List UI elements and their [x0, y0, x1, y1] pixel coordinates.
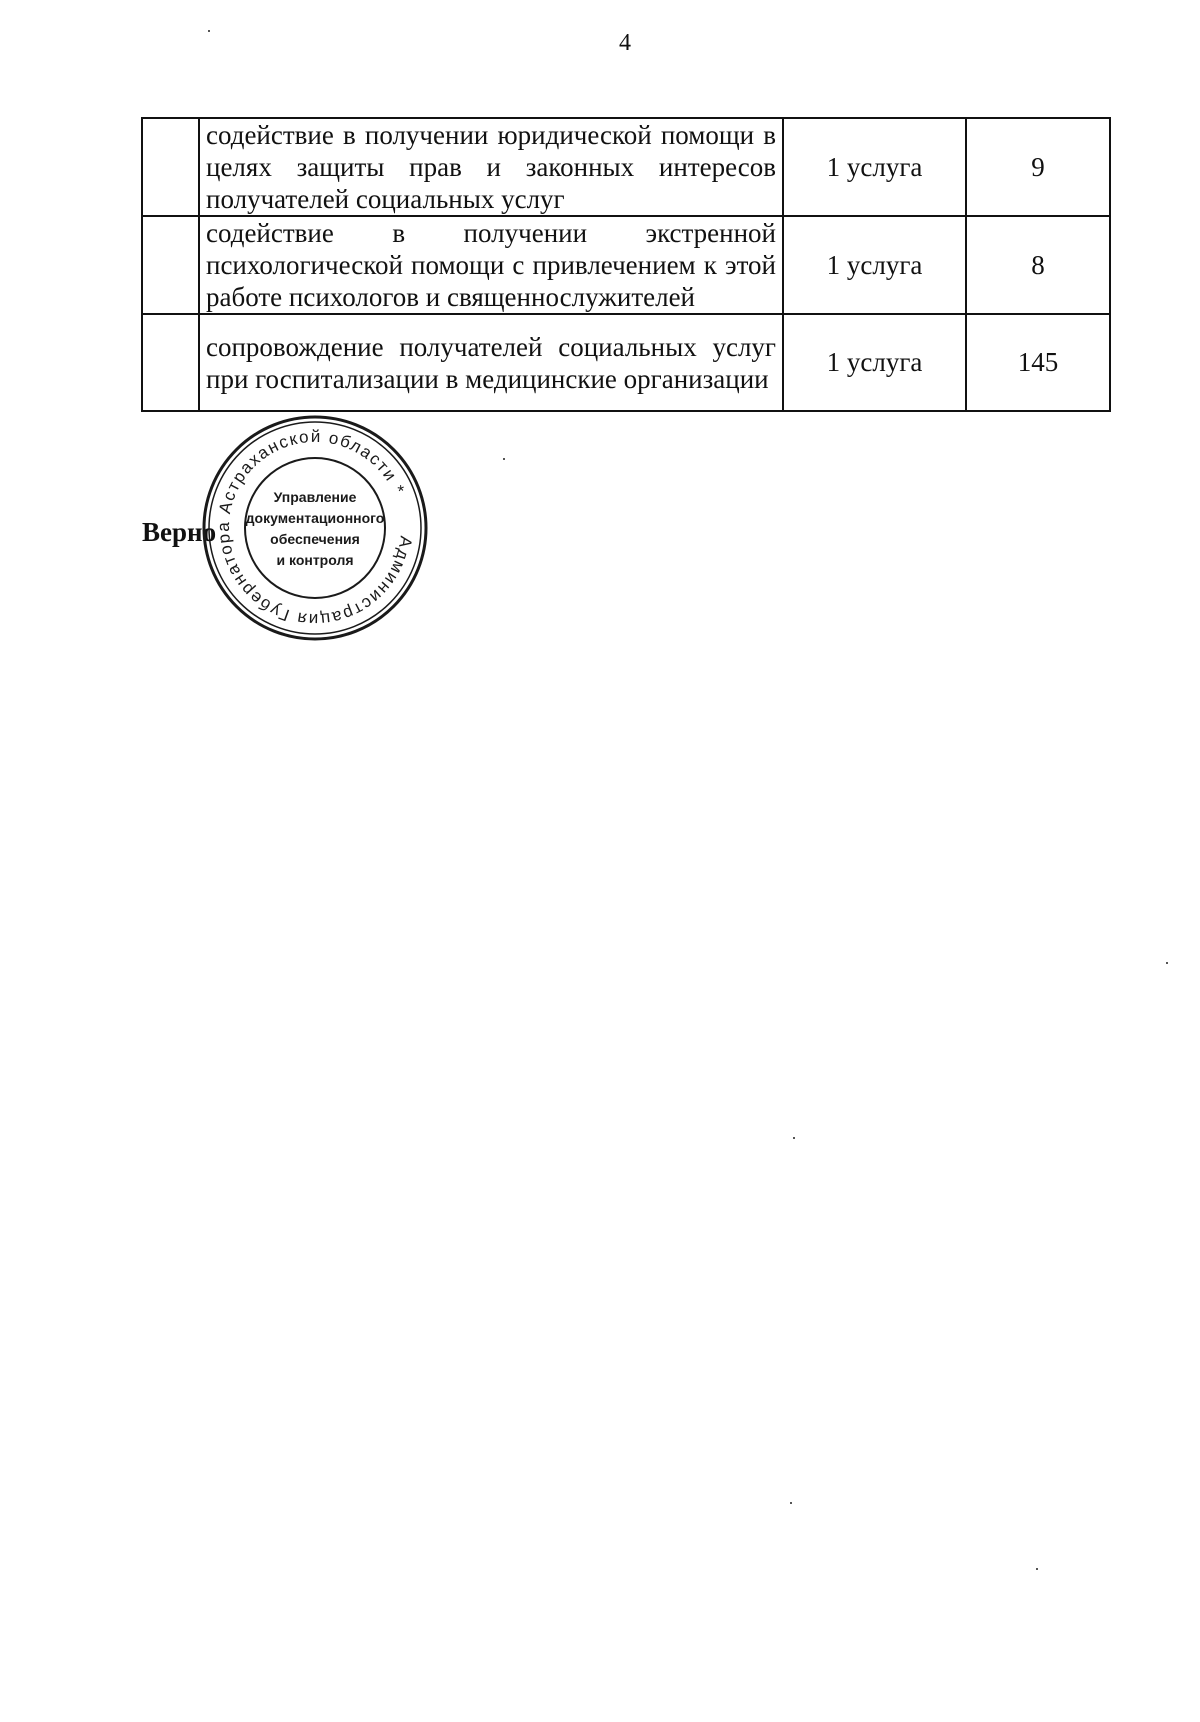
value-cell: 9 [966, 118, 1110, 216]
table-row [142, 314, 1110, 411]
service-description-cell: содействие в получении экстренной психологической помощи с привлечением к этой работе психологов и священнослужителей [199, 216, 783, 314]
scan-speck [1166, 962, 1168, 964]
seal-inner-line: и контроля [276, 552, 354, 568]
seal-inner-line: документационного [245, 510, 385, 526]
unit-cell: 1 услуга [783, 314, 966, 411]
service-description-cell: сопровождение получателей социальных услуг при госпитализации в медицинские организации [199, 314, 783, 411]
table-row [142, 216, 1110, 314]
page-number: 4 [619, 30, 631, 56]
scan-speck [503, 458, 505, 460]
seal-graphic [200, 413, 430, 643]
table-row [142, 118, 1110, 216]
seal-inner-line: Управление [273, 489, 357, 505]
unit-cell: 1 услуга [783, 118, 966, 216]
service-description-cell: содействие в получении юридической помощи в целях защиты прав и законных интересов получателей социальных услуг [199, 118, 783, 216]
row-number-cell [142, 216, 199, 314]
scan-speck [1036, 1568, 1038, 1570]
seal-second-ring [209, 422, 421, 634]
seal-outer-ring [204, 417, 426, 639]
seal-outer-text: Администрация Губернатора Астраханской области * [213, 426, 416, 630]
value-cell: 8 [966, 216, 1110, 314]
row-number-cell [142, 118, 199, 216]
scan-speck [208, 30, 210, 32]
certification-label: Верно [142, 517, 217, 547]
seal-inner-line: обеспечения [270, 531, 360, 547]
official-seal-stamp [200, 413, 430, 643]
seal-inner-ring [245, 458, 385, 598]
scan-speck [793, 1137, 795, 1139]
scan-speck [790, 1502, 792, 1504]
row-number-cell [142, 314, 199, 411]
services-table [141, 117, 1111, 412]
value-cell: 145 [966, 314, 1110, 411]
unit-cell: 1 услуга [783, 216, 966, 314]
